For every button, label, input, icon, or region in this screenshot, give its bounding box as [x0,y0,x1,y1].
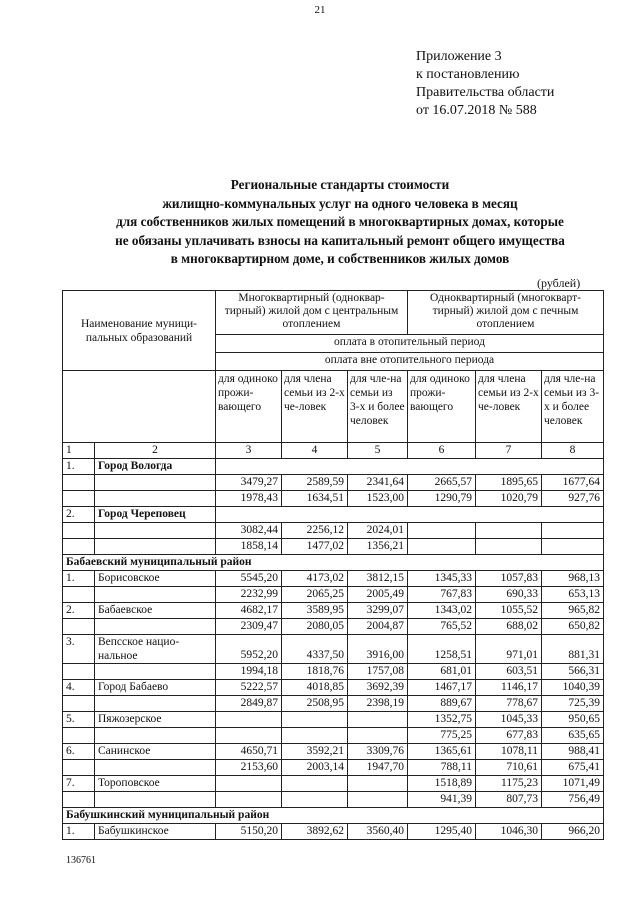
cell-value: 3592,21 [282,744,348,760]
table-row [63,475,604,491]
row-number: 2. [63,603,95,619]
cell-value: 1071,49 [542,776,604,792]
table-row [63,744,604,760]
column-number: 6 [408,443,476,459]
cell-value: 4650,71 [216,744,282,760]
cell-value: 650,82 [542,619,604,635]
municipality-name: Тороповское [95,776,216,792]
cell-value: 2003,14 [282,760,348,776]
cell-value: 566,31 [542,664,604,680]
appendix-line: к постановлению [416,67,520,82]
table-row [63,824,604,840]
title-line: в многоквартирном доме, и собственников жилых домов [170,251,510,266]
cell-value: 3812,15 [348,571,408,587]
cell-value: 2398,19 [348,696,408,712]
title-line: не обязаны уплачивать взносы на капитальный ремонт общего имущества [115,232,565,248]
header-two-person: для члена семьи из 2-х че-ловек [476,371,542,443]
cell-value: 2665,57 [408,475,476,491]
cell-value: 653,13 [542,587,604,603]
cell-value: 3299,07 [348,603,408,619]
cell-value: 2589,59 [282,475,348,491]
table-row [63,728,604,744]
cell-value: 3916,00 [348,635,408,664]
municipality-name: Бабушкинское [95,824,216,840]
document-code: 136761 [66,855,96,866]
municipality-name: Город Вологда [95,459,216,475]
cell-value: 1757,08 [348,664,408,680]
row-number: 5. [63,712,95,728]
header-nonheating-period: оплата вне отопительного периода [216,353,604,371]
cell-value: 1290,79 [408,491,476,507]
cell-value: 765,52 [408,619,476,635]
cell-value: 3692,39 [348,680,408,696]
table-row [63,571,604,587]
row-number: 1. [63,824,95,840]
header-heating-period: оплата в отопительный период [216,335,604,353]
row-number: 7. [63,776,95,792]
cell-value: 1356,21 [348,539,408,555]
cell-value: 1818,76 [282,664,348,680]
cell-value: 4018,85 [282,680,348,696]
cell-value: 1994,18 [216,664,282,680]
document-title [40,176,640,269]
header-name-column: Наименование муници-пальных образований [63,291,216,371]
cell-value: 756,49 [542,792,604,808]
column-number: 5 [348,443,408,459]
cell-value: 2849,87 [216,696,282,712]
cell-value: 881,31 [542,635,604,664]
cell-value: 1677,64 [542,475,604,491]
cell-value: 675,41 [542,760,604,776]
cell-value: 788,11 [408,760,476,776]
section-row [63,808,604,824]
cell-value: 775,25 [408,728,476,744]
table-row [63,491,604,507]
cell-value: 1365,61 [408,744,476,760]
cell-value: 710,61 [476,760,542,776]
cell-value: 725,39 [542,696,604,712]
title-line: жилищно-коммунальных услуг на одного человека в месяц [162,195,518,211]
cell-value: 1175,23 [476,776,542,792]
row-number: 1. [63,571,95,587]
row-number: 1. [63,459,95,475]
header-single: для одиноко прожи-вающего [408,371,476,443]
cell-value: 1523,00 [348,491,408,507]
cell-value: 889,67 [408,696,476,712]
column-number: 1 [63,443,95,459]
municipality-name: Пяжозерское [95,712,216,728]
cell-value: 927,76 [542,491,604,507]
appendix-line: Правительства области [416,85,555,100]
appendix-line: Приложение 3 [416,49,502,64]
row-number: 2. [63,507,95,523]
cell-value: 3479,27 [216,475,282,491]
cell-value: 1146,17 [476,680,542,696]
cell-value: 2080,05 [282,619,348,635]
cell-value: 1895,65 [476,475,542,491]
row-number: 6. [63,744,95,760]
cell-value: 2024,01 [348,523,408,539]
cell-value: 1467,17 [408,680,476,696]
cell-value: 965,82 [542,603,604,619]
cell-value: 767,83 [408,587,476,603]
cell-value: 1057,83 [476,571,542,587]
cell-value: 1020,79 [476,491,542,507]
cell-value: 988,41 [542,744,604,760]
column-number: 7 [476,443,542,459]
municipality-name: Санинское [95,744,216,760]
cell-value: 1055,52 [476,603,542,619]
table-row [63,680,604,696]
cell-value: 1634,51 [282,491,348,507]
cell-value: 3082,44 [216,523,282,539]
municipality-name: Борисовское [95,571,216,587]
cell-value: 2508,95 [282,696,348,712]
appendix-line: от 16.07.2018 № 588 [416,103,537,118]
header-central-heating: Многоквартирный (одноквар-тирный) жилой дом с центральным отоплением [216,291,408,335]
cell-value: 677,83 [476,728,542,744]
table-row [63,696,604,712]
unit-label: (рублей) [537,276,581,290]
municipality-name: Город Бабаево [95,680,216,696]
cell-value: 1477,02 [282,539,348,555]
cell-value: 603,51 [476,664,542,680]
cell-value: 3560,40 [348,824,408,840]
cell-value: 3892,62 [282,824,348,840]
column-number: 3 [216,443,282,459]
cell-value: 5545,20 [216,571,282,587]
cell-value: 1352,75 [408,712,476,728]
page-number: 21 [314,4,326,16]
cell-value: 1258,51 [408,635,476,664]
cell-value: 681,01 [408,664,476,680]
cell-value: 2065,25 [282,587,348,603]
row-number: 3. [63,635,95,664]
header-single: для одиноко прожи-вающего [216,371,282,443]
cell-value: 4682,17 [216,603,282,619]
cell-value: 2004,87 [348,619,408,635]
table-row [63,776,604,792]
municipality-name: Бабаевское [95,603,216,619]
cell-value: 4337,50 [282,635,348,664]
cell-value: 950,65 [542,712,604,728]
cell-value: 5150,20 [216,824,282,840]
cell-value: 966,20 [542,824,604,840]
title-line: для собственников жилых помещений в многоквартирных домах, которые [116,214,564,229]
header-stove-heating: Одноквартирный (многокварт-тирный) жилой дом с печным отоплением [408,291,604,335]
table-row [63,459,604,475]
cell-value: 2153,60 [216,760,282,776]
table-row [63,760,604,776]
cell-value: 1295,40 [408,824,476,840]
column-number: 2 [95,443,216,459]
column-number: 4 [282,443,348,459]
table-row [63,603,604,619]
cell-value: 2309,47 [216,619,282,635]
cell-value: 941,39 [408,792,476,808]
municipality-name: Город Череповец [95,507,216,523]
cell-value: 690,33 [476,587,542,603]
municipality-name: Вепсское нацио-нальное [95,635,216,664]
cell-value: 971,01 [476,635,542,664]
appendix-block [416,48,554,120]
table-row [63,523,604,539]
cell-value: 778,67 [476,696,542,712]
district-heading: Бабушкинский муниципальный район [63,808,604,824]
table-row [63,792,604,808]
title-line: Региональные стандарты стоимости [230,177,450,192]
table-row [63,539,604,555]
cell-value: 1046,30 [476,824,542,840]
table-row [63,635,604,664]
cell-value: 2005,49 [348,587,408,603]
cell-value: 688,02 [476,619,542,635]
cell-value: 1040,39 [542,680,604,696]
cell-value: 2256,12 [282,523,348,539]
table-row [63,664,604,680]
cell-value: 1078,11 [476,744,542,760]
cell-value: 4173,02 [282,571,348,587]
cell-value: 1343,02 [408,603,476,619]
cell-value: 1947,70 [348,760,408,776]
table-row [63,587,604,603]
table-row [63,507,604,523]
header-three-person: для чле-на семьи из 3-х и более человек [348,371,408,443]
cell-value: 1978,43 [216,491,282,507]
section-row [63,555,604,571]
table-row [63,712,604,728]
header-two-person: для члена семьи из 2-х че-ловек [282,371,348,443]
cell-value: 3589,95 [282,603,348,619]
header-three-person: для чле-на семьи из 3-х и более человек [542,371,604,443]
cell-value: 1858,14 [216,539,282,555]
row-number: 4. [63,680,95,696]
cell-value: 5952,20 [216,635,282,664]
cell-value: 635,65 [542,728,604,744]
district-heading: Бабаевский муниципальный район [63,555,604,571]
cell-value: 807,73 [476,792,542,808]
cell-value: 2232,99 [216,587,282,603]
cell-value: 1345,33 [408,571,476,587]
cell-value: 1518,89 [408,776,476,792]
cell-value: 5222,57 [216,680,282,696]
cell-value: 2341,64 [348,475,408,491]
table-row [63,619,604,635]
cell-value: 968,13 [542,571,604,587]
column-number: 8 [542,443,604,459]
cell-value: 1045,33 [476,712,542,728]
cell-value: 3309,76 [348,744,408,760]
standards-table [62,290,604,840]
